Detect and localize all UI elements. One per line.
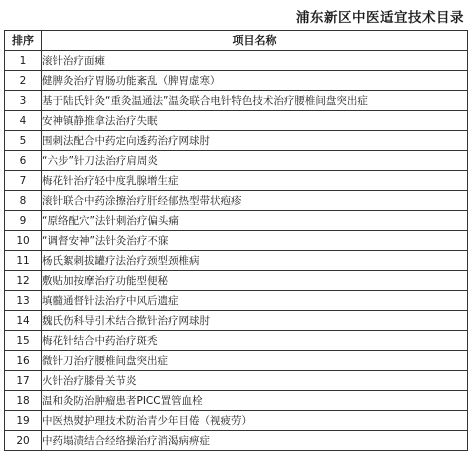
- table-row: [5, 151, 468, 171]
- table-row: [5, 171, 468, 191]
- row-project-name: “六步”针刀法治疗肩周炎: [42, 151, 468, 171]
- row-number: 18: [5, 391, 42, 411]
- technique-table: [4, 30, 468, 451]
- row-project-name: 魏氏伤科导引术结合揿针治疗网球肘: [42, 311, 468, 331]
- row-project-name: 杨氏絮刺拔罐疗法治疗颈型颈椎病: [42, 251, 468, 271]
- table-row: [5, 431, 468, 451]
- row-number: 10: [5, 231, 42, 251]
- table-row: [5, 311, 468, 331]
- row-number: 13: [5, 291, 42, 311]
- row-project-name: 梅花针治疗轻中度乳腺增生症: [42, 171, 468, 191]
- row-project-name: 基于陆氏针灸“重灸温通法”温灸联合电针特色技术治疗腰椎间盘突出症: [42, 91, 468, 111]
- row-number: 7: [5, 171, 42, 191]
- row-project-name: 中医热熨护理技术防治青少年目倦（视疲劳）: [42, 411, 468, 431]
- row-number: 12: [5, 271, 42, 291]
- table-row: [5, 291, 468, 311]
- row-project-name: “原络配穴”法针刺治疗偏头痛: [42, 211, 468, 231]
- document-title: 浦东新区中医适宜技术目录: [296, 10, 464, 26]
- table-row: [5, 411, 468, 431]
- row-number: 3: [5, 91, 42, 111]
- header-project-name: 项目名称: [42, 31, 468, 51]
- row-project-name: 火针治疗膝骨关节炎: [42, 371, 468, 391]
- row-project-name: 填髓通督针法治疗中风后遗症: [42, 291, 468, 311]
- row-project-name: 滚针联合中药涂擦治疗肝经郁热型带状疱疹: [42, 191, 468, 211]
- table-header-row: [5, 31, 468, 51]
- table-row: [5, 51, 468, 71]
- table-row: [5, 211, 468, 231]
- row-number: 1: [5, 51, 42, 71]
- row-project-name: “调督安神”法针灸治疗不寐: [42, 231, 468, 251]
- row-project-name: 健脾灸治疗胃肠功能紊乱（脾胃虚寒）: [42, 71, 468, 91]
- row-number: 19: [5, 411, 42, 431]
- row-project-name: 滚针治疗面瘫: [42, 51, 468, 71]
- table-row: [5, 231, 468, 251]
- row-number: 5: [5, 131, 42, 151]
- row-number: 8: [5, 191, 42, 211]
- row-number: 4: [5, 111, 42, 131]
- table-row: [5, 331, 468, 351]
- table-row: [5, 91, 468, 111]
- table-row: [5, 71, 468, 91]
- table-row: [5, 371, 468, 391]
- row-number: 2: [5, 71, 42, 91]
- table-row: [5, 111, 468, 131]
- table-row: [5, 271, 468, 291]
- row-number: 15: [5, 331, 42, 351]
- row-project-name: 梅花针结合中药治疗斑秃: [42, 331, 468, 351]
- row-project-name: 温和灸防治肿瘤患者PICC置管血栓: [42, 391, 468, 411]
- row-project-name: 敷贴加按摩治疗功能型便秘: [42, 271, 468, 291]
- table-row: [5, 191, 468, 211]
- row-number: 11: [5, 251, 42, 271]
- row-number: 14: [5, 311, 42, 331]
- row-project-name: 中药塌渍结合经络操治疗消渴病痹症: [42, 431, 468, 451]
- row-project-name: 围刺法配合中药定向透药治疗网球肘: [42, 131, 468, 151]
- row-number: 17: [5, 371, 42, 391]
- table-row: [5, 391, 468, 411]
- row-number: 20: [5, 431, 42, 451]
- table-row: [5, 351, 468, 371]
- row-project-name: 安神镇静推拿法治疗失眠: [42, 111, 468, 131]
- table-row: [5, 131, 468, 151]
- table-row: [5, 251, 468, 271]
- row-number: 6: [5, 151, 42, 171]
- header-number: 排序: [5, 31, 42, 51]
- row-number: 16: [5, 351, 42, 371]
- row-project-name: 微针刀治疗腰椎间盘突出症: [42, 351, 468, 371]
- row-number: 9: [5, 211, 42, 231]
